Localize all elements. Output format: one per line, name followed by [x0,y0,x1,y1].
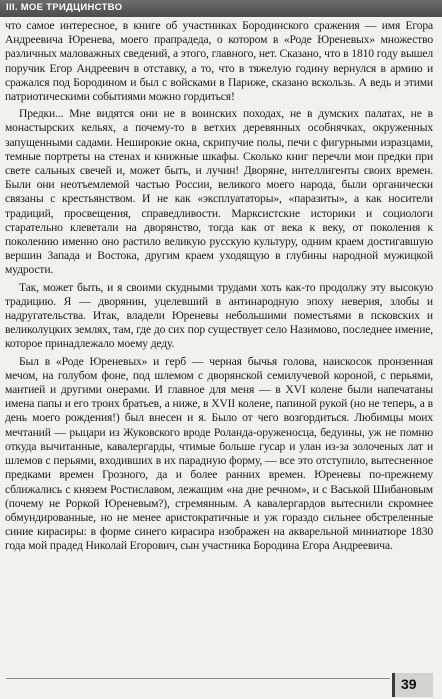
page-number: 39 [401,676,417,692]
page-number-box [392,673,433,697]
paragraph: Был в «Роде Юреневых» и герб — черная бычья голова, наискосок пронзенная мечом, на голубом фоне, под шлемом с дворянской семилучевой короной, с перьями, мантией и другими онерами. И главное для меня — в XVI колене были напечатаны имена папы и его троих братьев, а ниже, в XVII колене, папиной рукой (но не теперь, а в день моего рождения!) был внесен и я. Было от чего возгордиться. Любимцы моих мечтаний — рыцари из Жуковского вроде Роланда-оруженосца, бедуины, уж не помню откуда вычитанные, кавалергарды, чтимые больше гусар и улан из-за золоченых лат и шлемов с перьями, входивших в их парадную форму, — все это отступило, вытесненное предками времен Грозного, да и более ранних времен. Юреневы по-прежнему сближались с князем Ростиславом, лежащим «на дне речном», и с Васькой Шибановым (почему не Роркой Юреневым?), стремянным. А кавалергардов вытеснили скромнее обмундированные, но не менее аристократичные и уж гораздо сильнее обстреленные синие кирасиры: в форме синего кирасира изображен на акварельной миниатюре 1830 года мой прадед Николай Егорович, сын участника Бородина Егора Андреевича. [5,354,433,553]
paragraph: что самое интересное, в книге об участниках Бородинского сражения — имя Егора Андреевича Юренева, моего прапрадеда, о котором в «Роде Юреневых» множество различных маловажных сведений, а этого, главного, нет. Сказано, что в 1810 году вышел поручик Егор Андреевич в отставку, а то, что в тяжелую годину вернулся в армию и сражался под Бородином и был с войсками в Париже, сказано вскользь. А ведь и этими патриотическими событиями можно гордиться! [5,19,433,104]
running-header [0,0,442,17]
running-header-title: III. МОЕ ТРИДЦИНСТВО [6,2,123,13]
body-text [5,19,433,557]
paragraph: Предки... Мне видятся они не в воинских походах, не в думских палатах, не в монастырских кельях, а почему-то в ветхих деревянных особнячках, окруженных запущенными садами. Неширокие окна, скрипучие полы, печи с фигурными изразцами, темные портреты на стенах и книжные шкафы. Сколько книг перечли мои предки при свете сальных свечей и, может быть, и лучин! Дворяне, интеллигенты своих времен. Были они неотъемлемой частью России, великого моего народа, были органически связаны с крестьянством. И не как «эксплуататоры», «паразиты», а как носители традиций, просвещения, справедливости. Марксистские историки и социологи старательно клеветали на дворянство, тогда как от века к веку, от поколения к поколению именно оно растило великую русскую культуру, одним краем достигавшую вершин Запада и Востока, другим краем уходящую в глубины народной мужицкой мудрости. [5,107,433,277]
paragraph: Так, может быть, и я своими скудными трудами хоть как-то продолжу эту высокую традицию. Я — дворянин, уцелевший в антинародную эпоху неверия, злобы и надругательства. Итак, владели Юреневы небольшими поместьями в псковских и великолуцких землях, там, где до сих пор существует село Назимово, последнее имение, которое принадлежало моему деду. [5,280,433,351]
footer-rule [6,678,390,679]
